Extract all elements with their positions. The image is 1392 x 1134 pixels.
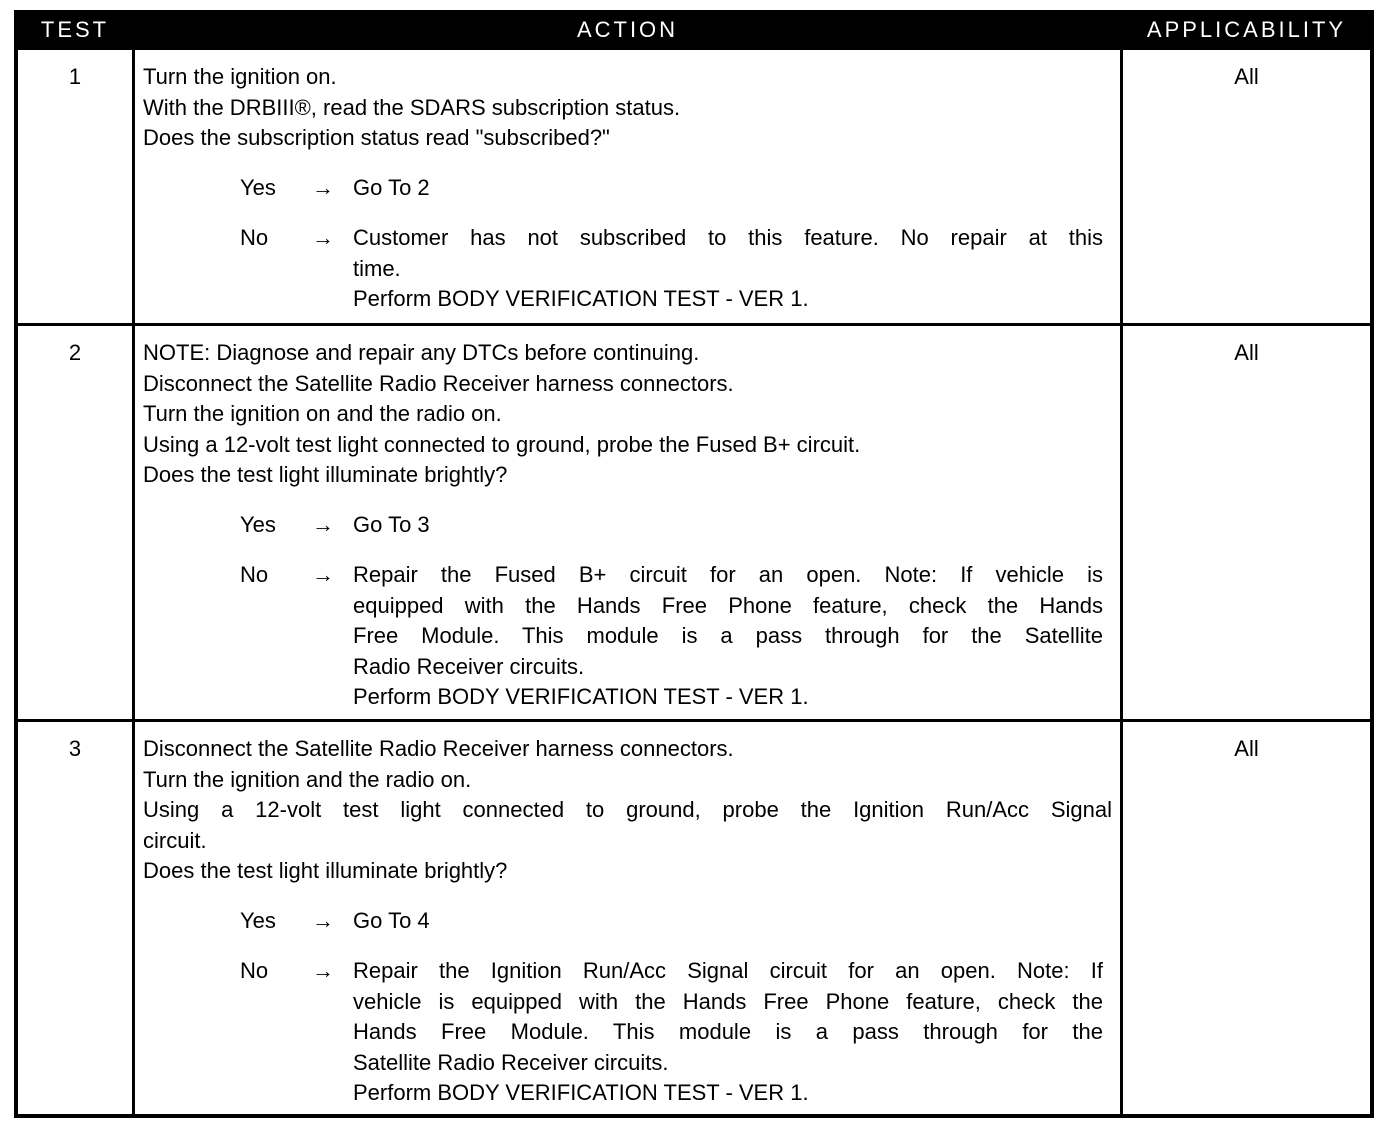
no-text-line: Repair the Fused B+ circuit for an open. Note: If vehicle is bbox=[353, 562, 1103, 587]
no-response bbox=[143, 560, 1112, 713]
arrow-icon: → bbox=[312, 908, 334, 933]
no-text-line: Perform BODY VERIFICATION TEST - VER 1. bbox=[353, 286, 809, 311]
yes-text: Go To 2 bbox=[353, 175, 430, 200]
yes-text: Go To 3 bbox=[353, 512, 430, 537]
arrow-icon: → bbox=[312, 562, 334, 587]
yes-response bbox=[143, 906, 1112, 937]
no-text-line: Radio Receiver circuits. bbox=[353, 653, 585, 679]
test-number: 3 bbox=[18, 722, 132, 1114]
table-row bbox=[14, 326, 1374, 719]
table-header bbox=[14, 10, 1374, 50]
no-response bbox=[143, 223, 1112, 315]
no-text-line: Perform BODY VERIFICATION TEST - VER 1. bbox=[353, 684, 809, 709]
arrow-icon: → bbox=[312, 512, 334, 537]
table-row bbox=[14, 50, 1374, 323]
applicability-value: All bbox=[1123, 50, 1370, 323]
no-text-line: equipped with the Hands Free Phone feature, check the Hands bbox=[353, 592, 1103, 618]
no-label: No bbox=[240, 958, 269, 983]
action-line: Disconnect the Satellite Radio Receiver harness connectors. bbox=[143, 370, 734, 396]
yes-label: Yes bbox=[240, 175, 276, 200]
no-text-line: vehicle is equipped with the Hands Free Phone feature, check the bbox=[353, 988, 1103, 1014]
no-text-line: Perform BODY VERIFICATION TEST - VER 1. bbox=[353, 1080, 809, 1105]
no-label: No bbox=[240, 562, 269, 587]
no-label: No bbox=[240, 225, 269, 250]
header-action: ACTION bbox=[576, 17, 679, 42]
yes-label: Yes bbox=[240, 908, 276, 933]
action-line: Turn the ignition on and the radio on. bbox=[143, 401, 502, 426]
action-line: Does the test light illuminate brightly? bbox=[143, 462, 508, 487]
test-number: 2 bbox=[18, 326, 132, 719]
no-text-line: Repair the Ignition Run/Acc Signal circuit for an open. Note: If bbox=[353, 958, 1103, 983]
header-applicability: APPLICABILITY bbox=[1146, 17, 1347, 42]
arrow-icon: → bbox=[312, 175, 334, 200]
action-line: Disconnect the Satellite Radio Receiver harness connectors. bbox=[143, 736, 734, 761]
yes-label: Yes bbox=[240, 512, 276, 537]
arrow-icon: → bbox=[312, 958, 334, 983]
arrow-icon: → bbox=[312, 225, 334, 250]
action-line: Turn the ignition and the radio on. bbox=[143, 766, 472, 792]
applicability-value: All bbox=[1123, 722, 1370, 1114]
no-text-line: Customer has not subscribed to this feature. No repair at this bbox=[353, 225, 1103, 250]
action-cell bbox=[135, 722, 1120, 1114]
action-line: NOTE: Diagnose and repair any DTCs before continuing. bbox=[143, 340, 700, 365]
header-test: TEST bbox=[40, 17, 110, 42]
yes-response bbox=[143, 173, 1112, 204]
action-line: With the DRBIII®, read the SDARS subscription status. bbox=[143, 94, 681, 120]
yes-response bbox=[143, 510, 1112, 541]
yes-text: Go To 4 bbox=[353, 908, 430, 933]
no-response bbox=[143, 956, 1112, 1109]
action-cell bbox=[135, 326, 1120, 719]
no-text-line: Satellite Radio Receiver circuits. bbox=[353, 1049, 669, 1075]
applicability-value: All bbox=[1123, 326, 1370, 719]
diagnostic-test-table bbox=[14, 10, 1374, 1118]
no-text-line: Hands Free Module. This module is a pass through for the bbox=[353, 1019, 1103, 1044]
action-line: Does the test light illuminate brightly? bbox=[143, 858, 508, 883]
action-line: Does the subscription status read "subscribed?" bbox=[143, 125, 610, 150]
action-line: circuit. bbox=[143, 827, 207, 853]
test-number: 1 bbox=[18, 50, 132, 323]
action-line: Turn the ignition on. bbox=[143, 64, 337, 89]
no-text-line: time. bbox=[353, 255, 401, 281]
no-text-line: Free Module. This module is a pass through for the Satellite bbox=[353, 623, 1103, 648]
action-line: Using a 12-volt test light connected to ground, probe the Fused B+ circuit. bbox=[143, 431, 861, 457]
action-cell bbox=[135, 50, 1120, 323]
action-line: Using a 12-volt test light connected to ground, probe the Ignition Run/Acc Signal bbox=[143, 797, 1112, 822]
table-row bbox=[14, 722, 1374, 1114]
